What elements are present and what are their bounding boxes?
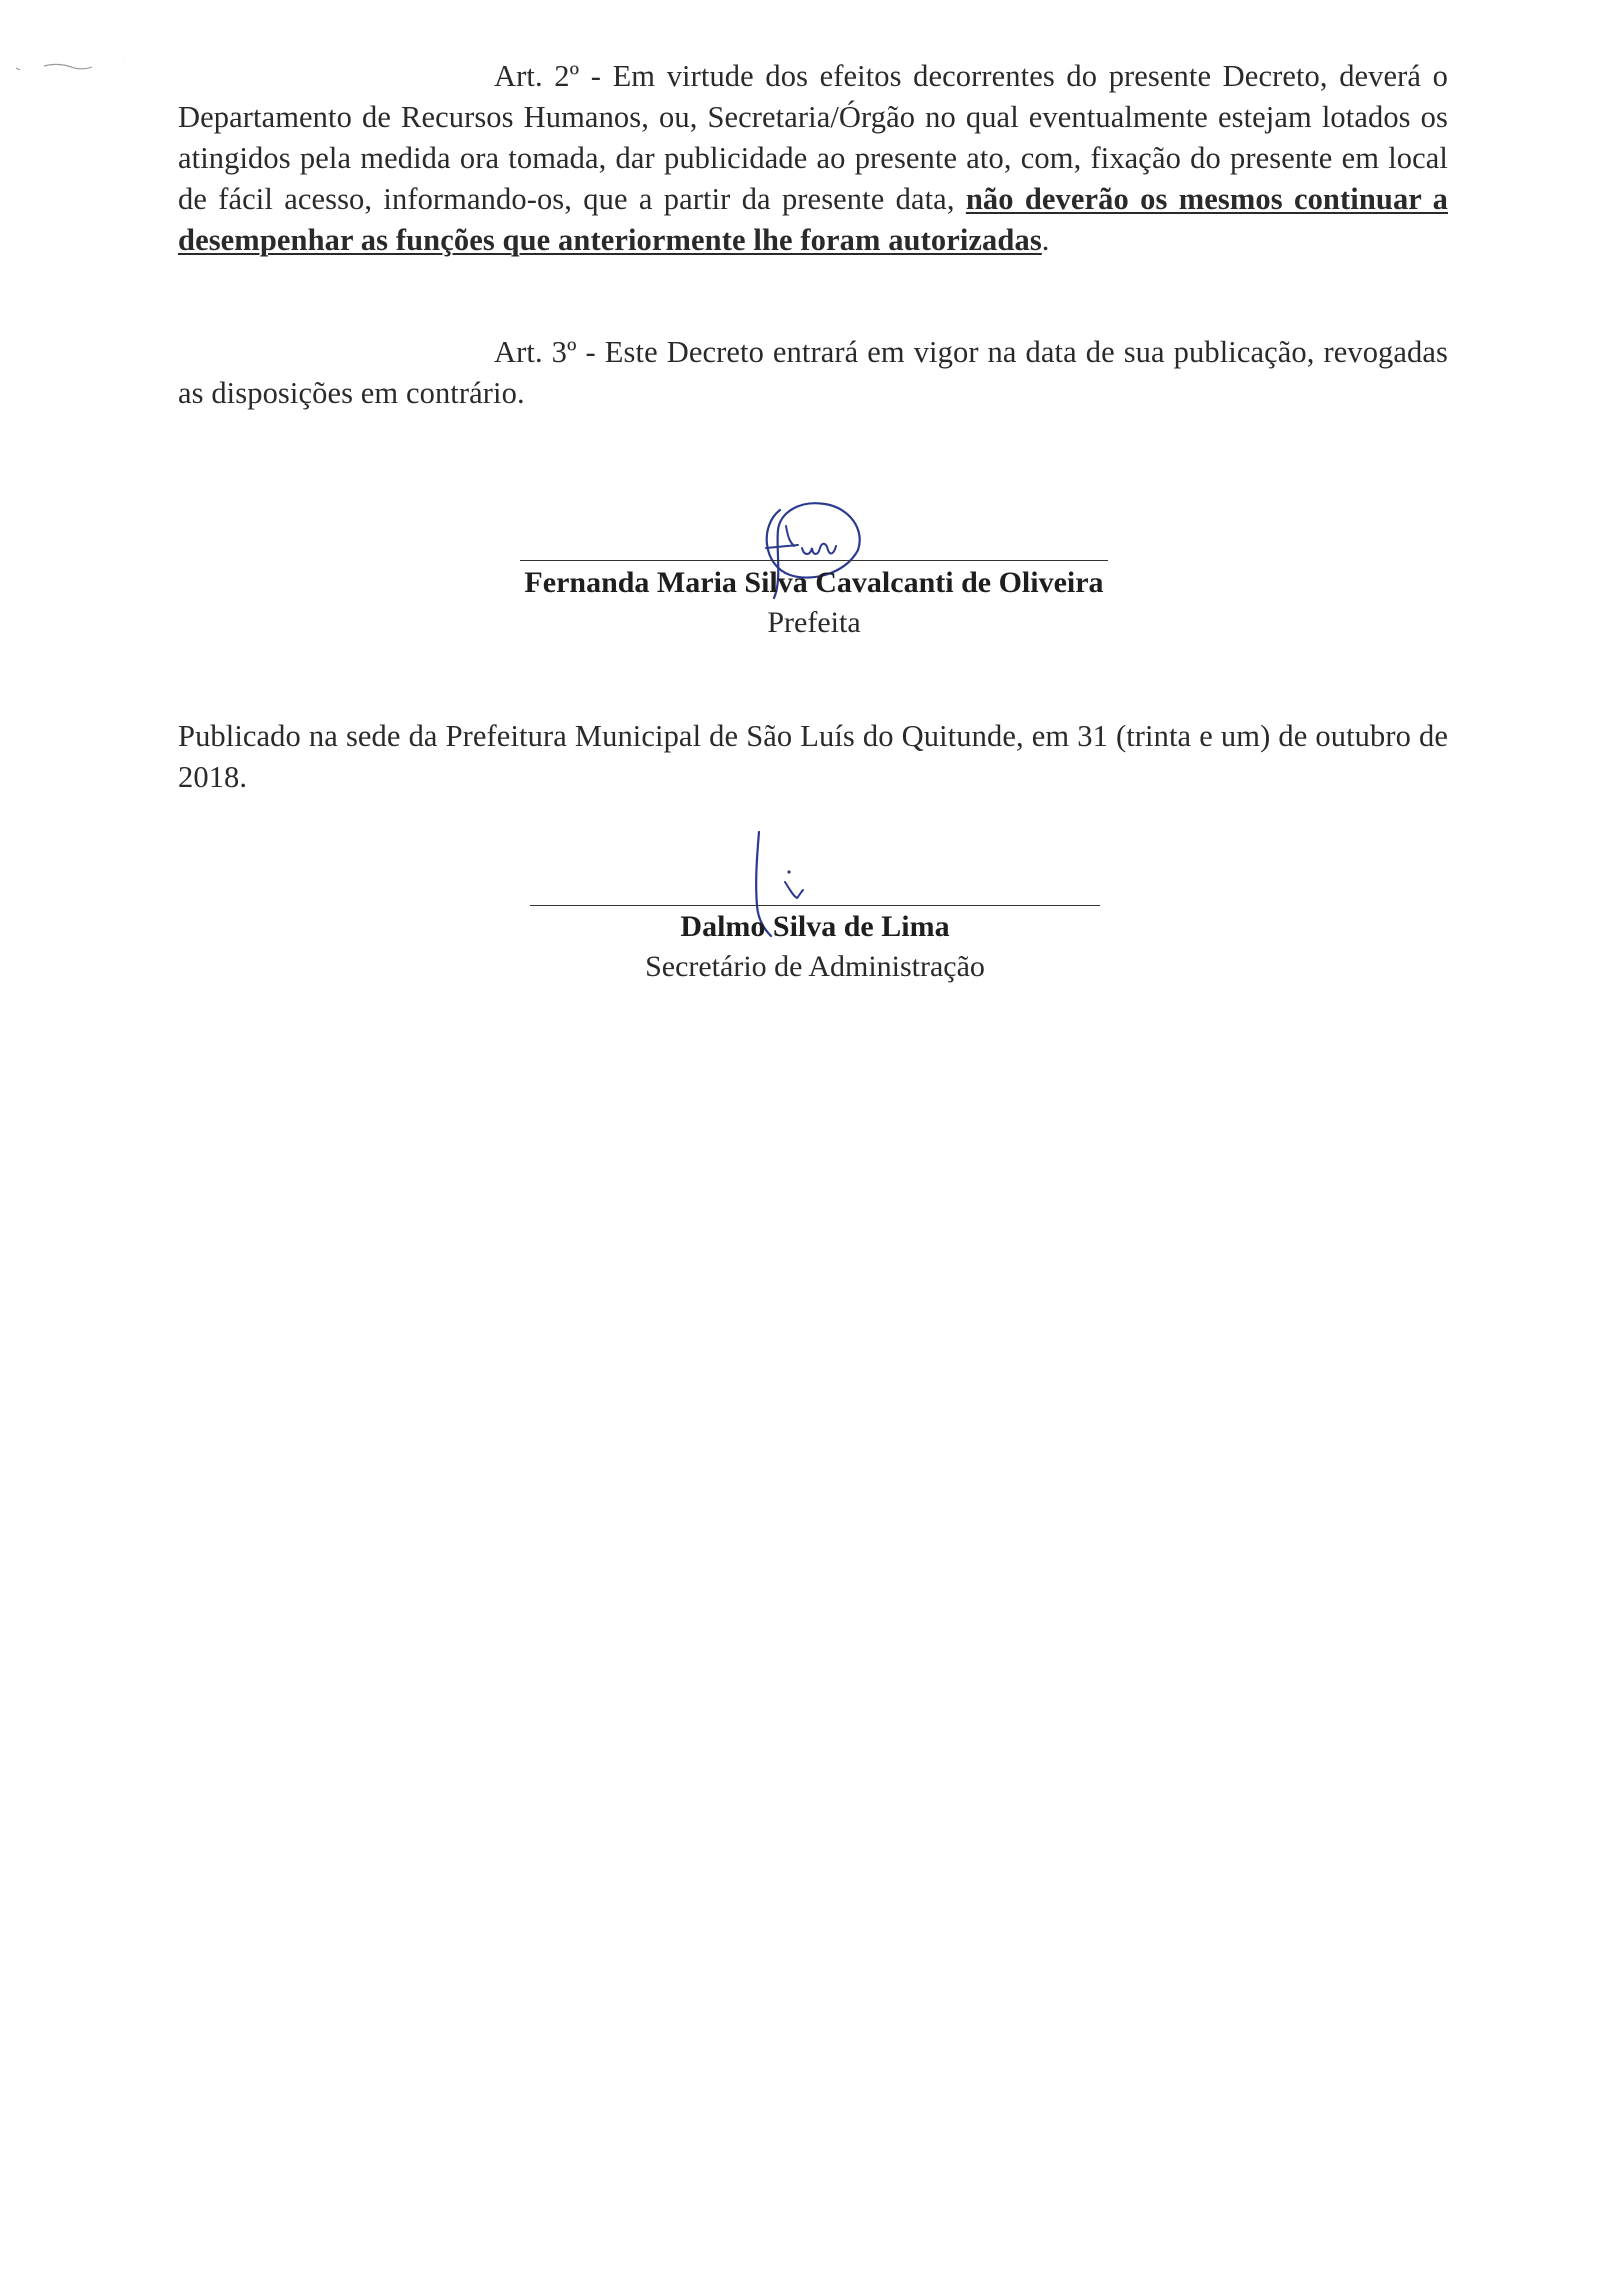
scan-artifact-mark [14,58,124,78]
signatory-2-role: Secretário de Administração [645,950,985,983]
signatory-2-name: Dalmo Silva de Lima [680,910,950,943]
article-2-emphasis: não deverão os mesmos continuar a desempenhar as funções que anteriormente lhe foram autorizadas [178,182,1449,257]
article-3-paragraph: Art. 3º - Este Decreto entrará em vigor na data de sua publicação, revogadas as disposições em contrário. [178,335,1448,410]
article-2-paragraph [178,56,1448,261]
signature-line-1 [520,560,1108,561]
article-2-tail: . [1041,223,1050,257]
signatory-1-role: Prefeita [767,606,861,639]
signature-line-2 [530,905,1100,906]
article-2-lead: Art. 2º - Em virtude dos efeitos decorrentes do presente Decreto, deverá o Departamento de Recursos Humanos, ou, Secretaria/Órgão no qual eventualmente estejam lotados os atingidos pela medida ora tomada, dar publicidade ao presente ato, com, fixação do presente em local de fácil acesso, informando-os, que a partir da presente data, [178,59,1448,216]
signatory-1-name: Fernanda Maria Silva Cavalcanti de Oliveira [524,566,1104,599]
publication-paragraph: Publicado na sede da Prefeitura Municipal de São Luís do Quitunde, em 31 (trinta e um) de outubro de 2018. [178,719,1448,794]
